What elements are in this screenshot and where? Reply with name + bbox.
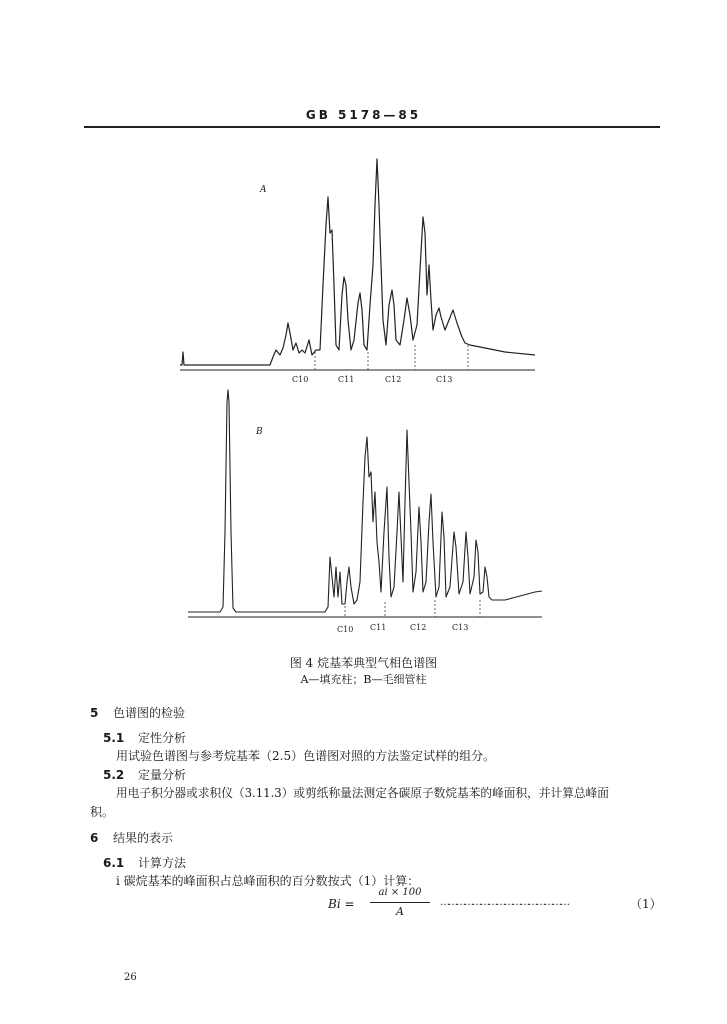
formula-denominator: A bbox=[396, 905, 404, 918]
chromatogram-a-label: A bbox=[260, 185, 267, 195]
formula-fraction-bar bbox=[370, 902, 430, 903]
chromatogram-b-region-c12: C12 bbox=[410, 623, 427, 632]
section-6-1-title: 计算方法 bbox=[138, 856, 187, 870]
chromatogram-a-region-c10: C10 bbox=[292, 375, 309, 384]
section-5-2-number: 5.2 bbox=[103, 768, 125, 782]
section-5-1-body: 用试验色谱图与参考烷基苯（2.5）色谱图对照的方法鉴定试样的组分。 bbox=[116, 749, 496, 763]
section-5-1-title: 定性分析 bbox=[138, 731, 187, 745]
section-5-1-number: 5.1 bbox=[103, 731, 125, 745]
chromatogram-a-trace bbox=[180, 159, 535, 365]
section-5-title: 色谱图的检验 bbox=[113, 706, 186, 720]
chromatogram-b-region-c10: C10 bbox=[337, 625, 354, 634]
chromatogram-a-region-c12: C12 bbox=[385, 375, 402, 384]
section-5-2-body-line1: 用电子积分器或求积仪（3.11.3）或剪纸称量法测定各碳原子数烷基苯的峰面积，并计算总峰面 bbox=[116, 786, 609, 800]
document-header-title: GB 5178—85 bbox=[305, 108, 422, 122]
chromatogram-b-label: B bbox=[256, 427, 263, 437]
section-6-1-number: 6.1 bbox=[103, 856, 125, 870]
formula-numerator: ai × 100 bbox=[378, 887, 422, 898]
page-number: 26 bbox=[124, 972, 137, 983]
figure-legend: A—填充柱；B—毛细管柱 bbox=[300, 673, 427, 686]
chromatogram-a-region-c11: C11 bbox=[338, 375, 355, 384]
header-rule bbox=[84, 126, 660, 128]
section-6-number: 6 bbox=[90, 831, 99, 845]
chromatogram-b bbox=[180, 382, 550, 642]
chromatogram-a bbox=[170, 145, 550, 390]
chromatogram-a-region-c13: C13 bbox=[436, 375, 453, 384]
section-5-2-body-line2: 积。 bbox=[90, 805, 115, 819]
figure-caption: 图 4 烷基苯典型气相色谱图 bbox=[289, 656, 438, 670]
chromatogram-b-region-c13: C13 bbox=[452, 623, 469, 632]
chromatogram-b-trace bbox=[188, 390, 542, 612]
section-5-number: 5 bbox=[90, 706, 99, 720]
section-5-2-title: 定量分析 bbox=[138, 768, 187, 782]
formula-leader: ………………………………………… bbox=[440, 897, 568, 908]
formula-lhs: Bi = bbox=[328, 897, 355, 911]
formula-number: （1） bbox=[630, 897, 662, 911]
section-6-1-body: i 碳烷基苯的峰面积占总峰面积的百分数按式（1）计算： bbox=[116, 874, 420, 888]
section-6-title: 结果的表示 bbox=[113, 831, 174, 845]
chromatogram-b-region-c11: C11 bbox=[370, 623, 387, 632]
